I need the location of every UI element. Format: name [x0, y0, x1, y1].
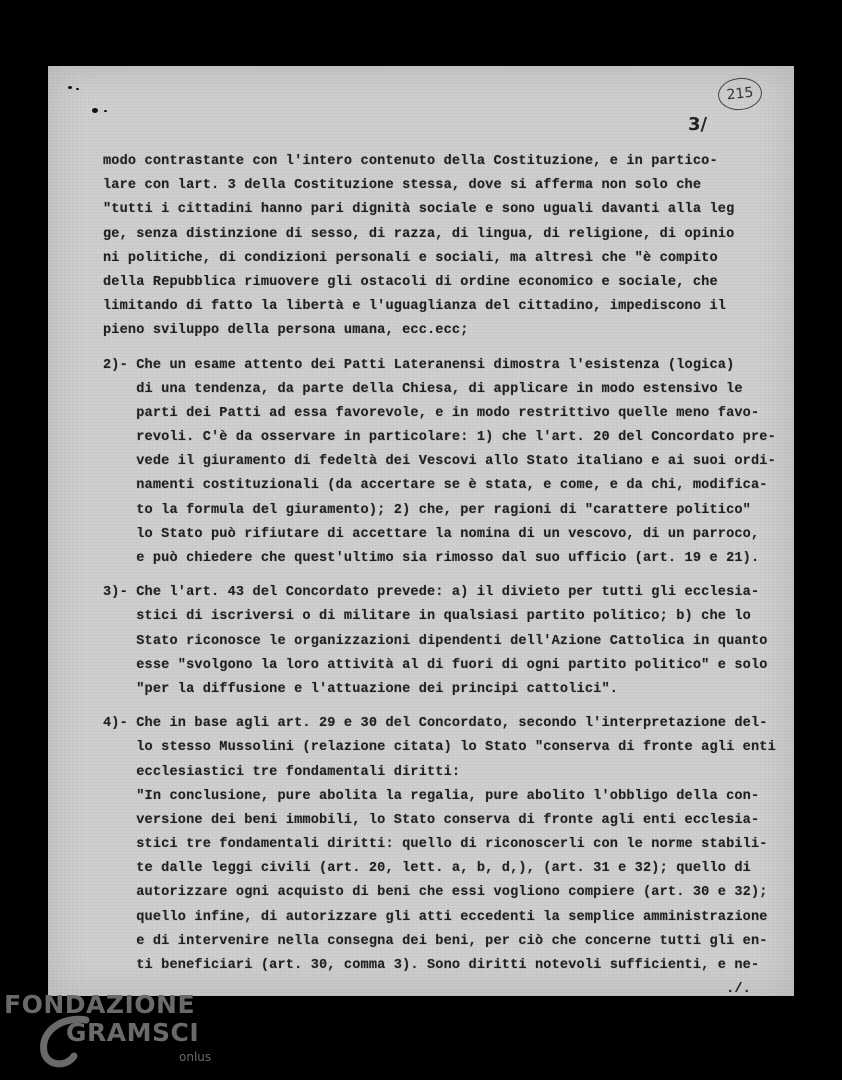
text-line: ti beneficiari (art. 30, comma 3). Sono diritti notevoli sufficienti, e ne- — [103, 958, 760, 973]
page-number-stamp: 215 — [716, 76, 763, 112]
text-line: parti dei Patti ad essa favorevole, e in modo restrittivo quelle meno favo- — [103, 405, 760, 421]
sheet-mark: 3/ — [688, 114, 708, 135]
text-line: della Repubblica rimuovere gli ostacoli di ordine economico e sociale, che — [103, 274, 718, 290]
text-line: 2)- Che un esame attento dei Patti Lateranensi dimostra l'esistenza (logica) — [103, 357, 735, 373]
ink-speck — [92, 108, 98, 113]
text-line: to la formula del giuramento); 2) che, per ragioni di "carattere politico" — [103, 502, 751, 518]
ink-speck — [104, 110, 107, 112]
text-line: pieno sviluppo della persona umana, ecc.ecc; — [103, 323, 469, 339]
text-line: limitando di fatto la libertà e l'uguaglianza del cittadino, impediscono il — [103, 299, 727, 315]
text-line: revoli. C'è da osservare in particolare: 1) che l'art. 20 del Concordato pre- — [103, 430, 776, 446]
logo-text-gramsci: GRAMSCI — [66, 1018, 200, 1047]
text-line: ge, senza distinzione di sesso, di razza, di lingua, di religione, di opinio — [103, 226, 735, 242]
text-line: lo stesso Mussolini (relazione citata) lo Stato "conserva di fronte agli enti — [103, 740, 776, 756]
text-line: "per la diffusione e l'attuazione dei principi cattolici". — [103, 681, 619, 697]
logo-text-onlus: onlus — [179, 1050, 212, 1064]
fondazione-gramsci-logo — [4, 988, 244, 1078]
logo-text-fondazione: FONDAZIONE — [4, 990, 196, 1019]
text-line: quello infine, di autorizzare gli atti eccedenti la semplice amministrazione — [103, 909, 768, 925]
text-line: Stato riconosce le organizzazioni dipendenti dell'Azione Cattolica in quanto — [103, 633, 768, 649]
text-line: "tutti i cittadini hanno pari dignità sociale e sono uguali davanti alla leg — [103, 202, 735, 218]
ink-speck — [68, 86, 72, 89]
text-line: e può chiedere che quest'ultimo sia rimosso dal suo ufficio (art. 19 e 21). — [103, 551, 760, 566]
text-line: stici tre fondamentali diritti: quello di riconoscerli con le norme stabili- — [103, 837, 768, 853]
text-line: lare con lart. 3 della Costituzione stessa, dove si afferma non solo che — [103, 178, 702, 194]
text-line: lo Stato può rifiutare di accettare la nomina di un vescovo, di un parroco, — [103, 526, 760, 542]
text-line: versione dei beni immobili, lo Stato conserva di fronte agli enti ecclesia- — [103, 812, 760, 828]
paragraph-gap — [103, 702, 793, 712]
text-line: modo contrastante con l'intero contenuto della Costituzione, e in partico- — [103, 154, 718, 169]
text-line: e di intervenire nella consegna dei beni, per ciò che concerne tutti gli en- — [103, 933, 768, 949]
text-line: ni politiche, di condizioni personali e sociali, ma altresì che "è compito — [103, 250, 718, 266]
text-line: te dalle leggi civili (art. 20, lett. a, b, d,), (art. 31 e 32); quello di — [103, 861, 751, 877]
document-page — [48, 66, 794, 996]
text-line: 4)- Che in base agli art. 29 e 30 del Concordato, secondo l'interpretazione del- — [103, 716, 768, 732]
paragraph-gap — [103, 571, 793, 581]
text-line: "In conclusione, pure abolita la regalia, pure abolito l'obbligo della con- — [103, 788, 760, 804]
ink-speck — [76, 88, 79, 90]
text-line: stici di iscriversi o di militare in qualsiasi partito politico; b) che lo — [103, 609, 751, 625]
text-line: namenti costituzionali (da accertare se è stata, e come, e da chi, modifica- — [103, 478, 768, 494]
text-line: ./. — [103, 982, 751, 998]
text-line: autorizzare ogni acquisto di beni che essi vogliono compiere (art. 30 e 32); — [103, 885, 768, 901]
typed-text-body — [103, 150, 793, 1002]
text-line: esse "svolgono la loro attività al di fuori di ogni partito politico" e solo — [103, 657, 768, 673]
text-line: ecclesiastici tre fondamentali diritti: — [103, 764, 461, 780]
text-line: di una tendenza, da parte della Chiesa, di applicare in modo estensivo le — [103, 381, 743, 397]
paragraph-gap — [103, 344, 793, 354]
text-line: vede il giuramento di fedeltà dei Vescovi allo Stato italiano e ai suoi ordi- — [103, 454, 776, 470]
text-line: 3)- Che l'art. 43 del Concordato prevede: a) il divieto per tutti gli ecclesia- — [103, 585, 760, 601]
